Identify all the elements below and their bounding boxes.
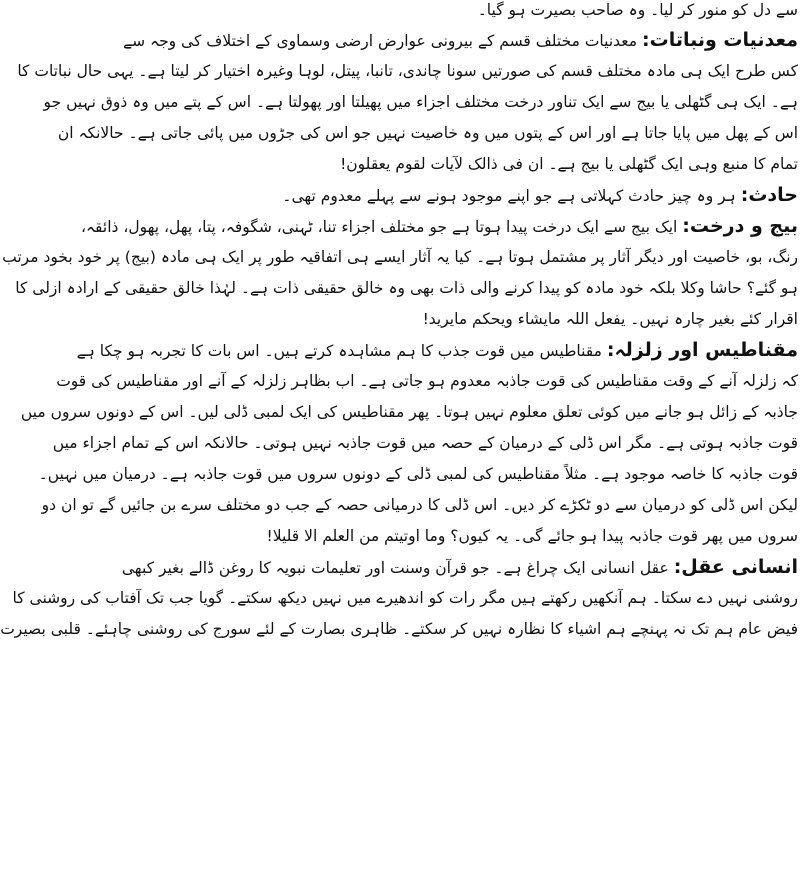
paragraph-line: کس طرح ایک ہی مادہ مختلف قسم کی صورتیں سونا چاندی، تانبا، پیتل، لوہا وغیرہ اختیار کر لیتا ہے۔ یہی حال نباتات کا <box>17 62 798 80</box>
section-minerals <box>17 29 798 185</box>
paragraph-line: اس کے پھل میں پایا جاتا ہے اور اس کے پتوں میں وہ خاصیت نہیں جو اس کی جڑوں میں پائی جاتی ہے۔ حالانکہ ان <box>57 124 798 142</box>
paragraph-line: رنگ، بو، خاصیت اور دیگر آثار پر مشتمل ہوتا ہے۔ کیا یہ آثار ایسے ہی اتفاقیہ طور پر ایک ہی مادہ (بیج) پر خود بخود مرتب <box>2 248 798 266</box>
section-term: معدنیات ونباتات: <box>642 29 798 51</box>
section-text: ایک بیج سے ایک درخت پیدا ہوتا ہے جو مختلف اجزاء تنا، ٹہنی، شگوفہ، پتا، پھل، پھول، ذائقہ، <box>80 218 678 236</box>
paragraph-line: ہے۔ ایک ہی گٹھلی یا بیج سے ایک تناور درخت مختلف اجزاء میں پھیلتا اور پھولتا ہے۔ اس کے پتے میں وہ ذوق نہیں جو <box>43 93 798 111</box>
paragraph-line: ہو گئے؟ حاشا وکلا بلکہ خود مادہ کو پیدا کرنے والی ذات بھی وہ خالق حقیقی ذات ہے۔ لہٰذا خالق حقیقی کے ارادہ ازلی کا <box>15 279 798 297</box>
section-term: بیج و درخت: <box>682 215 798 237</box>
paragraph-line: اقرار کئے بغیر چارہ نہیں۔ یفعل اللہ مایشاء ویحکم مایرید! <box>422 310 798 328</box>
section-term: مقناطیس اور زلزلہ: <box>606 339 798 361</box>
paragraph-line: کہ زلزلہ آنے کے وقت مقناطیس کی قوت جاذبہ معدوم ہو جاتی ہے۔ اب بظاہر زلزلہ کے آنے اور مقناطیس کی قوت <box>56 372 798 390</box>
paragraph-line: لیکن اس ڈلی کو درمیان سے دو ٹکڑے کر دیں۔ اس ڈلی کا درمیانی حصہ کے جب دو مختلف سرے بن جائیں گے تو ان دو <box>41 496 798 514</box>
section-heading-line <box>234 185 798 216</box>
section-magnet <box>20 339 798 557</box>
paragraph-line: سروں میں پھر قوت جاذبہ پیدا ہو جائے گی۔ یہ کیوں؟ وما اوتیتم من العلم الا قلیلا! <box>266 527 798 545</box>
section-intellect <box>0 556 798 650</box>
section-text: معدنیات مختلف قسم کے بیرونی عوارض ارضی وسماوی کے اختلاف کی وجہ سے <box>122 32 638 50</box>
section-term: حادث: <box>740 184 798 206</box>
section-heading-line <box>80 215 798 247</box>
intro-line: سے دل کو منور کر لیا۔ وہ صاحب بصیرت ہو گیا۔ <box>477 1 798 19</box>
paragraph-line: فیض عام ہم تک نہ پہنچے ہم اشیاء کا نظارہ نہیں کر سکتے۔ ظاہری بصارت کے لئے سورج کی روشنی چاہئے۔ قلبی بصیرت <box>0 620 798 638</box>
paragraph-line: قوت جاذبہ ہوتی ہے۔ مگر اس ڈلی کے درمیان کے حصہ میں قوت جاذبہ نہیں ہوتی۔ حالانکہ اس کے تمام اجزاء میں <box>52 434 798 452</box>
paragraph-line: تمام کا منبع وہی ایک گٹھلی یا بیج ہے۔ ان فی ذالک لآیات لقوم یعقلون! <box>340 155 798 173</box>
section-heading-line <box>76 339 798 371</box>
paragraph-line: روشنی نہیں دے سکتا۔ ہم آنکھیں رکھتے ہیں مگر رات کو اندھیرے میں نہیں دیکھ سکتے۔ گویا جب تک آفتاب کی روشنی کا <box>12 589 798 607</box>
section-text: مقناطیس میں قوت جذب کا ہم مشاہدہ کرتے ہیں۔ اس بات کا تجربہ ہو چکا ہے <box>76 342 602 360</box>
section-text: عقل انسانی ایک چراغ ہے۔ جو قرآن وسنت اور تعلیمات نبویہ کا روغن ڈالے بغیر کبھی <box>121 559 669 577</box>
section-text: ہر وہ چیز حادث کہلاتی ہے جو اپنے موجود ہونے سے پہلے معدوم تھی۔ <box>282 187 736 205</box>
paragraph-line: قوت جاذبہ کا خاصہ موجود ہے۔ مثلاً مقناطیس کی لمبی ڈلی کے دونوں سروں میں قوت جاذبہ ہے۔ درمیان میں نہیں۔ <box>38 465 798 483</box>
paragraph-line: جاذبہ کے زائل ہو جانے میں کوئی تعلق معلوم نہیں ہوتا۔ پھر مقناطیس کی ایک لمبی ڈلی لیں۔ اس کے دونوں سروں میں <box>20 403 798 421</box>
section-heading-line <box>121 556 798 588</box>
section-heading-line <box>122 29 798 61</box>
section-term: انسانی عقل: <box>673 556 798 578</box>
section-hadith <box>234 185 798 216</box>
section-seed <box>2 215 798 340</box>
